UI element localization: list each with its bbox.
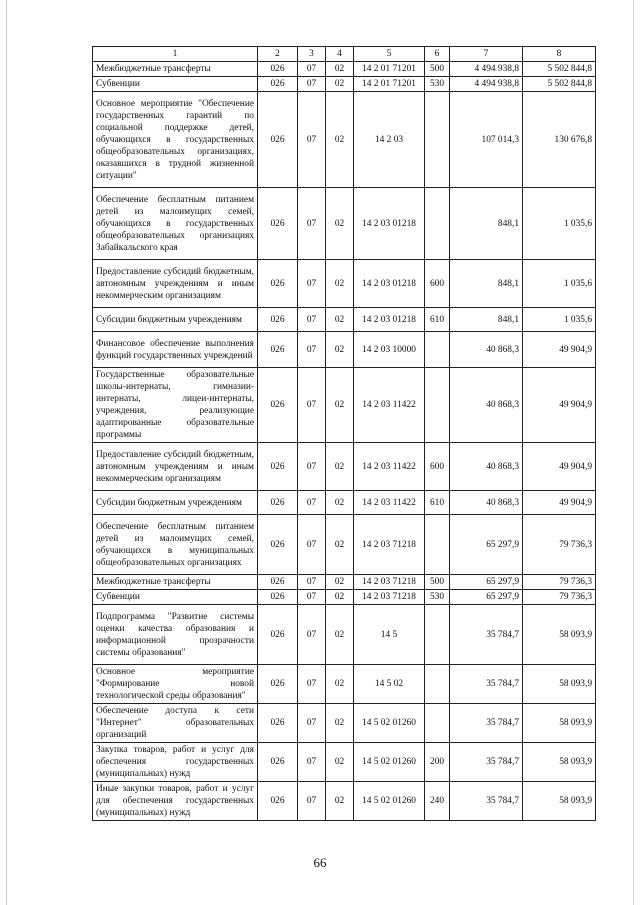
row-v8-cell: 58 093,9: [523, 665, 596, 704]
row-p-cell: 02: [326, 743, 354, 782]
row-g-cell: 026: [258, 491, 298, 515]
header-cell: 6: [425, 47, 450, 62]
row-csr-cell: 14 2 03 71218: [354, 575, 425, 590]
row-csr-cell: 14 2 03 01218: [354, 260, 425, 308]
row-name-cell: Субсидии бюджетным учреждениям: [93, 491, 258, 515]
row-v7-cell: 40 868,3: [450, 443, 523, 491]
row-vr-cell: 530: [425, 590, 450, 605]
row-s-cell: 07: [298, 443, 326, 491]
row-v7-cell: 65 297,9: [450, 575, 523, 590]
row-v7-cell: 107 014,3: [450, 92, 523, 188]
row-vr-cell: 610: [425, 308, 450, 332]
header-cell: 4: [326, 47, 354, 62]
row-vr-cell: [425, 605, 450, 665]
row-g-cell: 026: [258, 77, 298, 92]
row-vr-cell: 610: [425, 491, 450, 515]
row-name-cell: Межбюджетные трансферты: [93, 62, 258, 77]
row-vr-cell: 530: [425, 77, 450, 92]
row-v8-cell: 58 093,9: [523, 782, 596, 821]
table-row: [93, 62, 596, 77]
row-p-cell: 02: [326, 575, 354, 590]
row-vr-cell: [425, 188, 450, 260]
header-cell: 5: [354, 47, 425, 62]
row-s-cell: 07: [298, 782, 326, 821]
row-s-cell: 07: [298, 368, 326, 443]
row-v7-cell: 848,1: [450, 188, 523, 260]
table-row: [93, 590, 596, 605]
row-v7-cell: 848,1: [450, 308, 523, 332]
budget-table: [92, 46, 596, 821]
row-vr-cell: 600: [425, 443, 450, 491]
row-v8-cell: 79 736,3: [523, 590, 596, 605]
row-s-cell: 07: [298, 188, 326, 260]
row-name-cell: Финансовое обеспечение выполнения функций государственных учреждений: [93, 332, 258, 368]
row-g-cell: 026: [258, 782, 298, 821]
row-v8-cell: 49 904,9: [523, 332, 596, 368]
table-row: [93, 443, 596, 491]
row-p-cell: 02: [326, 188, 354, 260]
row-v7-cell: 65 297,9: [450, 590, 523, 605]
table-row: [93, 704, 596, 743]
row-name-cell: Основное мероприятие "Формирование новой технологической среды образования": [93, 665, 258, 704]
row-v7-cell: 848,1: [450, 260, 523, 308]
row-v7-cell: 40 868,3: [450, 332, 523, 368]
row-g-cell: 026: [258, 260, 298, 308]
row-p-cell: 02: [326, 515, 354, 575]
row-p-cell: 02: [326, 443, 354, 491]
row-name-cell: Государственные образовательные школы-интернаты, гимназии-интернаты, лицеи-интернаты, учреждения, реализующие адаптированные образовательные программы: [93, 368, 258, 443]
row-vr-cell: [425, 368, 450, 443]
row-v8-cell: 1 035,6: [523, 260, 596, 308]
scan-edge-left: [6, 0, 7, 905]
row-p-cell: 02: [326, 491, 354, 515]
row-v8-cell: 58 093,9: [523, 743, 596, 782]
row-v7-cell: 35 784,7: [450, 704, 523, 743]
row-s-cell: 07: [298, 590, 326, 605]
row-v8-cell: 79 736,3: [523, 575, 596, 590]
row-s-cell: 07: [298, 62, 326, 77]
row-name-cell: Субсидии бюджетным учреждениям: [93, 308, 258, 332]
row-g-cell: 026: [258, 188, 298, 260]
row-v8-cell: 1 035,6: [523, 308, 596, 332]
row-name-cell: Межбюджетные трансферты: [93, 575, 258, 590]
row-s-cell: 07: [298, 704, 326, 743]
row-v8-cell: 79 736,3: [523, 515, 596, 575]
row-vr-cell: [425, 332, 450, 368]
row-s-cell: 07: [298, 92, 326, 188]
row-g-cell: 026: [258, 704, 298, 743]
row-v8-cell: 49 904,9: [523, 368, 596, 443]
row-csr-cell: 14 5 02 01260: [354, 743, 425, 782]
row-s-cell: 07: [298, 260, 326, 308]
row-name-cell: Основное мероприятие "Обеспечение государственных гарантий по социальной поддержке детей, обучающихся в государственных общеобразовательных организациях, оказавшихся в трудной жизненной ситуации": [93, 92, 258, 188]
table-row: [93, 188, 596, 260]
table-row: [93, 308, 596, 332]
row-g-cell: 026: [258, 92, 298, 188]
row-s-cell: 07: [298, 332, 326, 368]
row-csr-cell: 14 2 03: [354, 92, 425, 188]
row-p-cell: 02: [326, 665, 354, 704]
table-row: [93, 368, 596, 443]
row-v8-cell: 58 093,9: [523, 605, 596, 665]
row-p-cell: 02: [326, 308, 354, 332]
row-v7-cell: 65 297,9: [450, 515, 523, 575]
row-p-cell: 02: [326, 92, 354, 188]
row-name-cell: Субвенции: [93, 77, 258, 92]
table-row: [93, 491, 596, 515]
row-g-cell: 026: [258, 575, 298, 590]
row-name-cell: Предоставление субсидий бюджетным, автономным учреждениям и иным некоммерческим организациям: [93, 260, 258, 308]
row-name-cell: Обеспечение бесплатным питанием детей из малоимущих семей, обучающихся в муниципальных общеобразовательных организациях: [93, 515, 258, 575]
row-g-cell: 026: [258, 665, 298, 704]
row-g-cell: 026: [258, 368, 298, 443]
row-p-cell: 02: [326, 62, 354, 77]
row-g-cell: 026: [258, 515, 298, 575]
row-v7-cell: 35 784,7: [450, 782, 523, 821]
row-v8-cell: 49 904,9: [523, 491, 596, 515]
row-s-cell: 07: [298, 308, 326, 332]
row-csr-cell: 14 5 02 01260: [354, 782, 425, 821]
row-p-cell: 02: [326, 704, 354, 743]
row-csr-cell: 14 2 03 01218: [354, 188, 425, 260]
row-csr-cell: 14 2 03 71218: [354, 515, 425, 575]
header-cell: 1: [93, 47, 258, 62]
row-p-cell: 02: [326, 605, 354, 665]
row-v8-cell: 58 093,9: [523, 704, 596, 743]
row-v8-cell: 5 502 844,8: [523, 77, 596, 92]
table-row: [93, 92, 596, 188]
header-cell: 8: [523, 47, 596, 62]
row-name-cell: Подпрограмма "Развитие системы оценки качества образования и информационной прозрачности системы образования": [93, 605, 258, 665]
row-v7-cell: 4 494 938,8: [450, 77, 523, 92]
row-v8-cell: 130 676,8: [523, 92, 596, 188]
row-s-cell: 07: [298, 575, 326, 590]
row-name-cell: Закупка товаров, работ и услуг для обеспечения государственных (муниципальных) нужд: [93, 743, 258, 782]
row-p-cell: 02: [326, 782, 354, 821]
row-vr-cell: 600: [425, 260, 450, 308]
row-csr-cell: 14 2 01 71201: [354, 62, 425, 77]
row-csr-cell: 14 2 03 10000: [354, 332, 425, 368]
row-s-cell: 07: [298, 77, 326, 92]
row-csr-cell: 14 2 03 11422: [354, 443, 425, 491]
row-s-cell: 07: [298, 515, 326, 575]
row-name-cell: Иные закупки товаров, работ и услуг для обеспечения государственных (муниципальных) нужд: [93, 782, 258, 821]
row-v8-cell: 49 904,9: [523, 443, 596, 491]
row-s-cell: 07: [298, 605, 326, 665]
row-vr-cell: 240: [425, 782, 450, 821]
row-p-cell: 02: [326, 77, 354, 92]
row-p-cell: 02: [326, 332, 354, 368]
table-row: [93, 782, 596, 821]
row-vr-cell: [425, 515, 450, 575]
header-cell: 7: [450, 47, 523, 62]
row-vr-cell: [425, 665, 450, 704]
row-vr-cell: 200: [425, 743, 450, 782]
row-s-cell: 07: [298, 491, 326, 515]
table-row: [93, 77, 596, 92]
row-csr-cell: 14 2 03 01218: [354, 308, 425, 332]
table-row: [93, 332, 596, 368]
row-vr-cell: 500: [425, 62, 450, 77]
row-name-cell: Предоставление субсидий бюджетным, автономным учреждениям и иным некоммерческим организациям: [93, 443, 258, 491]
scan-edge-right: [633, 0, 634, 905]
row-csr-cell: 14 5: [354, 605, 425, 665]
table-row: [93, 743, 596, 782]
row-csr-cell: 14 5 02 01260: [354, 704, 425, 743]
header-cell: 2: [258, 47, 298, 62]
row-csr-cell: 14 5 02: [354, 665, 425, 704]
row-s-cell: 07: [298, 743, 326, 782]
row-g-cell: 026: [258, 605, 298, 665]
row-g-cell: 026: [258, 62, 298, 77]
row-p-cell: 02: [326, 368, 354, 443]
table-row: [93, 260, 596, 308]
page-number: 66: [313, 855, 327, 870]
row-g-cell: 026: [258, 332, 298, 368]
table-header-row: [93, 47, 596, 62]
row-vr-cell: 500: [425, 575, 450, 590]
row-g-cell: 026: [258, 308, 298, 332]
row-g-cell: 026: [258, 443, 298, 491]
table-row: [93, 575, 596, 590]
header-cell: 3: [298, 47, 326, 62]
row-v7-cell: 40 868,3: [450, 491, 523, 515]
row-v7-cell: 4 494 938,8: [450, 62, 523, 77]
row-csr-cell: 14 2 03 71218: [354, 590, 425, 605]
row-p-cell: 02: [326, 260, 354, 308]
row-p-cell: 02: [326, 590, 354, 605]
row-v8-cell: 1 035,6: [523, 188, 596, 260]
table-row: [93, 515, 596, 575]
row-name-cell: Обеспечение доступа к сети "Интернет" образовательных организаций: [93, 704, 258, 743]
row-v7-cell: 35 784,7: [450, 665, 523, 704]
row-v7-cell: 35 784,7: [450, 743, 523, 782]
row-vr-cell: [425, 92, 450, 188]
row-name-cell: Субвенции: [93, 590, 258, 605]
row-v7-cell: 35 784,7: [450, 605, 523, 665]
row-v8-cell: 5 502 844,8: [523, 62, 596, 77]
row-csr-cell: 14 2 01 71201: [354, 77, 425, 92]
row-name-cell: Обеспечение бесплатным питанием детей из малоимущих семей, обучающихся в государственных общеобразовательных организациях Забайкальского края: [93, 188, 258, 260]
row-g-cell: 026: [258, 743, 298, 782]
row-csr-cell: 14 2 03 11422: [354, 491, 425, 515]
table-row: [93, 665, 596, 704]
row-g-cell: 026: [258, 590, 298, 605]
table-row: [93, 605, 596, 665]
row-v7-cell: 40 868,3: [450, 368, 523, 443]
row-s-cell: 07: [298, 665, 326, 704]
row-csr-cell: 14 2 03 11422: [354, 368, 425, 443]
row-vr-cell: [425, 704, 450, 743]
